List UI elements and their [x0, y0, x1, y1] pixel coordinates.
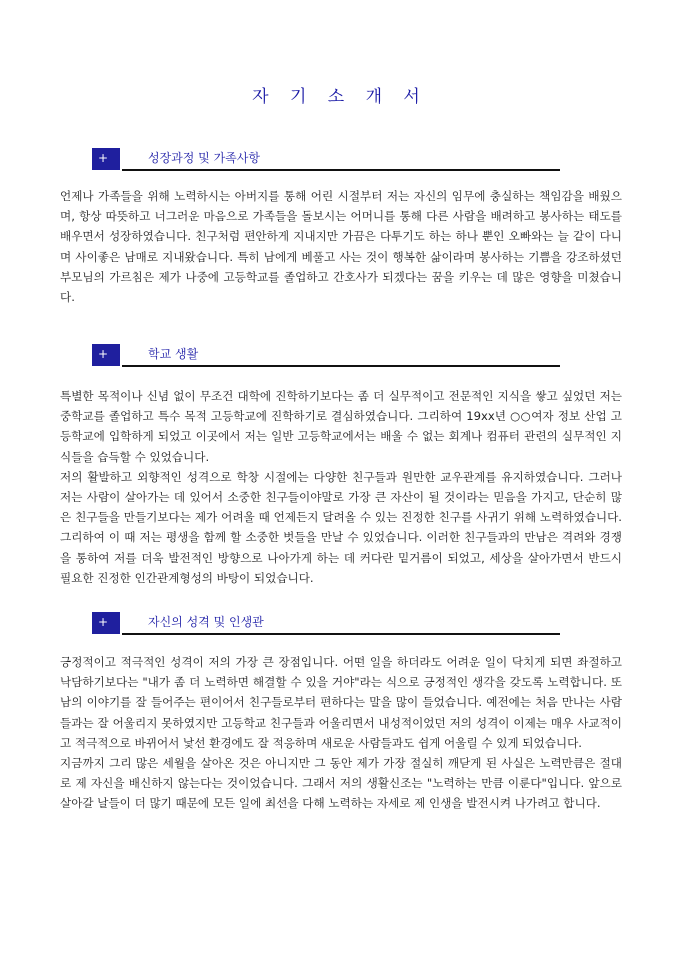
section-heading: 학교 생활 [148, 347, 199, 361]
section-heading: 성장과정 및 가족사항 [148, 151, 260, 165]
paragraph: 언제나 가족들을 위해 노력하시는 아버지를 통해 어린 시절부터 저는 자신의 임무에 충실하는 책임감을 배웠으며, 항상 따뜻하고 너그러운 마음으로 가족들을 돌보시는 어머니를 통해 다른 사람을 배려하고 봉사하는 태도를 배우면서 성장하였습니다. 친구처럼 편안하게 지내지만 가끔은 다투기도 하는 하나 뿐인 오빠와는 늘 같이 다니며 사이좋은 남매로 지내왔습니다. 특히 남에게 베풀고 사는 것이 행복한 삶이라며 봉사하는 기쁨을 강조하셨던 부모님의 가르침은 제가 나중에 고등학교를 졸업하고 간호사가 되겠다는 꿈을 키우는 데 많은 영향을 미쳤습니다. [60, 189, 622, 305]
paragraph: 저의 활발하고 외향적인 성격으로 학창 시절에는 다양한 친구들과 원만한 교우관계를 유지하였습니다. 그러나 저는 사람이 살아가는 데 있어서 소중한 친구들이야말로 가장 큰 자산이 될 것이라는 믿음을 가지고, 단순히 많은 친구들을 만들기보다는 제가 어려울 때 언제든지 달려올 수 있는 진정한 친구를 사귀기 위해 노력하였습니다. 그리하여 이 때 저는 평생을 함께 할 소중한 벗들을 만날 수 있었습니다. 이러한 친구들과의 만남은 격려와 경쟁을 통하여 저를 더욱 발전적인 방향으로 나아가게 하는 데 커다란 밑거름이 되었고, 세상을 살아가면서 반드시 필요한 진정한 인간관계형성의 바탕이 되었습니다. [60, 469, 622, 585]
section-heading: 자신의 성격 및 인생관 [148, 615, 264, 629]
section-divider [122, 365, 560, 367]
section-body-character [60, 652, 622, 814]
section-body-school [60, 386, 622, 588]
paragraph: 지금까지 그리 많은 세월을 살아온 것은 아니지만 그 동안 제가 가장 절실히 깨닫게 된 사실은 노력만큼은 절대로 제 자신을 배신하지 않는다는 것이었습니다. 그래서 저의 생활신조는 "노력하는 만큼 이룬다"입니다. 앞으로 살아갈 날들이 더 많기 때문에 모든 일에 최선을 다해 노력하는 자세로 제 인생을 발전시켜 나가려고 합니다. [60, 756, 622, 811]
section-header-character [92, 612, 560, 642]
section-header-growth [92, 148, 560, 178]
document-title: 자 기 소 개 서 [252, 87, 428, 107]
plus-icon: + [92, 148, 120, 170]
paragraph: 긍정적이고 적극적인 성격이 저의 가장 큰 장점입니다. 어떤 일을 하더라도 어려운 일이 닥치게 되면 좌절하고 낙담하기보다는 "내가 좀 더 노력하면 해결할 수 있을 거야"라는 식으로 긍정적인 생각을 갖도록 노력합니다. 또 남의 이야기를 잘 들어주는 편이어서 친구들로부터 편하다는 말을 많이 들었습니다. 예전에는 처음 만나는 사람들과는 잘 어울리지 못하였지만 고등학교 친구들과 어울리면서 내성적이었던 저의 성격이 이제는 매우 사교적이고 적극적으로 바뀌어서 낯선 환경에도 잘 적응하며 새로운 사람들과도 쉽게 어울릴 수 있게 되었습니다. [60, 655, 622, 750]
section-divider [122, 633, 560, 635]
plus-icon: + [92, 612, 120, 634]
section-divider [122, 169, 560, 171]
section-body-growth [60, 186, 622, 307]
section-header-school [92, 344, 560, 374]
paragraph: 특별한 목적이나 신념 없이 무조건 대학에 진학하기보다는 좀 더 실무적이고 전문적인 지식을 쌓고 싶었던 저는 중학교를 졸업하고 특수 목적 고등학교에 진학하기로 결심하였습니다. 그리하여 19xx년 ○○여자 정보 산업 고등학교에 입학하게 되었고 이곳에서 저는 일반 고등학교에서는 배울 수 없는 회계나 컴퓨터 관련의 실무적인 지식들을 습득할 수 있었습니다. [60, 389, 622, 464]
plus-icon: + [92, 344, 120, 366]
